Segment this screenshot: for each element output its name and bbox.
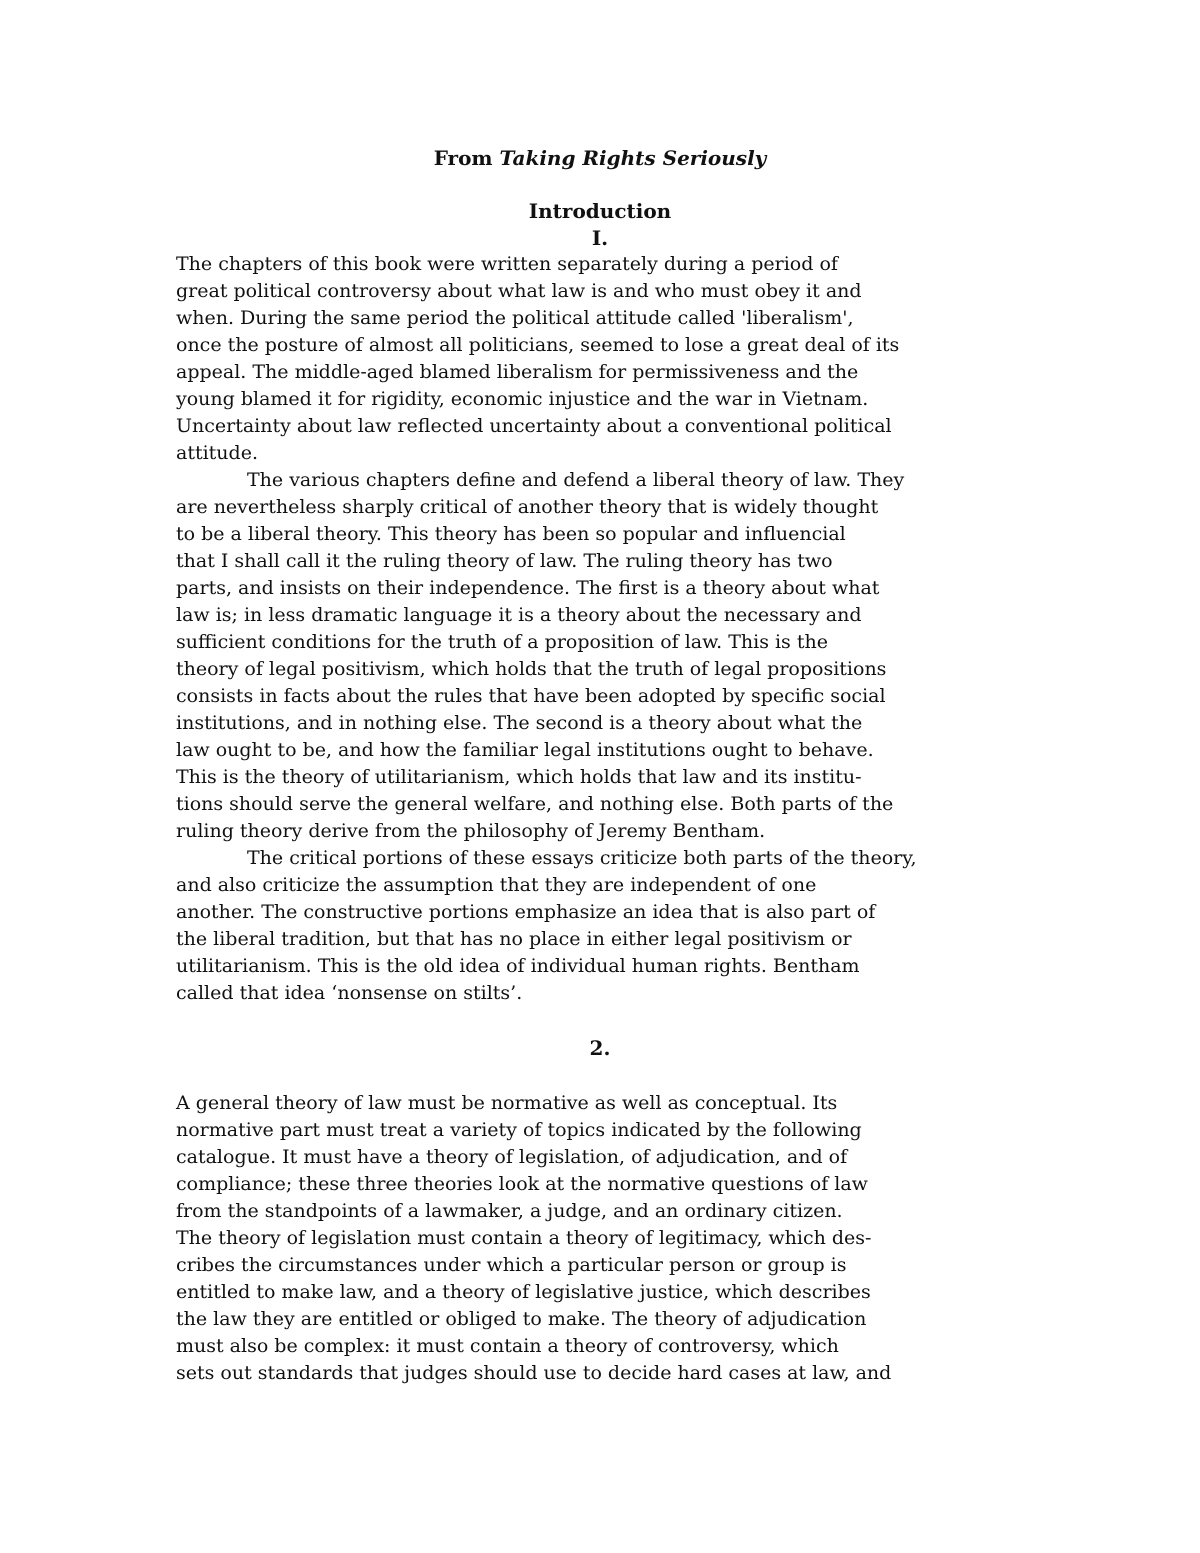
- text-line: catalogue. It must have a theory of legislation, of adjudication, and of: [176, 1146, 848, 1168]
- text-line: compliance; these three theories look at the normative questions of law: [176, 1173, 868, 1195]
- text-line: The various chapters define and defend a liberal theory of law. They: [247, 469, 905, 491]
- text-line: tions should serve the general welfare, and nothing else. Both parts of the: [176, 793, 894, 815]
- text-line: The chapters of this book were written separately during a period of: [176, 253, 838, 275]
- text-line: the liberal tradition, but that has no place in either legal positivism or: [176, 928, 852, 950]
- section-1-label: I.: [591, 226, 609, 250]
- text-line: law is; in less dramatic language it is a theory about the necessary and: [176, 604, 862, 626]
- text-line: entitled to make law, and a theory of legislative justice, which describes: [176, 1281, 871, 1303]
- text-line: when. During the same period the political attitude called 'liberalism',: [176, 307, 854, 329]
- text-line: attitude.: [176, 442, 258, 464]
- text-line: are nevertheless sharply critical of another theory that is widely thought: [176, 496, 879, 518]
- text-line: called that idea ‘nonsense on stilts’.: [176, 982, 523, 1004]
- title-prefix: From: [433, 146, 493, 170]
- text-line: ruling theory derive from the philosophy of Jeremy Bentham.: [176, 820, 766, 842]
- text-line: parts, and insists on their independence. The first is a theory about what: [176, 577, 880, 599]
- introduction-heading: Introduction: [528, 199, 672, 223]
- text-line: that I shall call it the ruling theory of law. The ruling theory has two: [176, 550, 833, 572]
- text-line: A general theory of law must be normative as well as conceptual. Its: [176, 1092, 838, 1114]
- text-line: utilitarianism. This is the old idea of individual human rights. Bentham: [176, 955, 860, 977]
- text-line: from the standpoints of a lawmaker, a judge, and an ordinary citizen.: [176, 1200, 843, 1222]
- text-line: This is the theory of utilitarianism, which holds that law and its institu-: [176, 766, 862, 788]
- text-line: another. The constructive portions emphasize an idea that is also part of: [176, 901, 876, 923]
- book-title: Taking Rights Seriously: [499, 146, 767, 170]
- text-line: normative part must treat a variety of topics indicated by the following: [176, 1119, 862, 1141]
- text-line: institutions, and in nothing else. The second is a theory about what the: [176, 712, 863, 734]
- document-title: [0, 145, 1200, 171]
- text-line: theory of legal positivism, which holds that the truth of legal propositions: [176, 658, 887, 680]
- text-line: must also be complex: it must contain a theory of controversy, which: [176, 1335, 839, 1357]
- section-2-label: 2.: [589, 1036, 611, 1060]
- text-line: once the posture of almost all politicians, seemed to lose a great deal of its: [176, 334, 900, 356]
- text-line: appeal. The middle-aged blamed liberalism for permissiveness and the: [176, 361, 859, 383]
- text-line: the law they are entitled or obliged to make. The theory of adjudication: [176, 1308, 867, 1330]
- text-line: great political controversy about what law is and who must obey it and: [176, 280, 862, 302]
- section-2-body: [176, 1090, 936, 1387]
- text-line: and also criticize the assumption that they are independent of one: [176, 874, 817, 896]
- text-line: The critical portions of these essays criticize both parts of the theory,: [247, 847, 917, 869]
- text-line: to be a liberal theory. This theory has been so popular and influencial: [176, 523, 846, 545]
- text-line: law ought to be, and how the familiar legal institutions ought to behave.: [176, 739, 874, 761]
- text-line: sufficient conditions for the truth of a proposition of law. This is the: [176, 631, 828, 653]
- text-line: Uncertainty about law reflected uncertainty about a conventional political: [176, 415, 892, 437]
- text-line: young blamed it for rigidity, economic injustice and the war in Vietnam.: [176, 388, 869, 410]
- section-1-body: [176, 251, 936, 1007]
- text-line: cribes the circumstances under which a particular person or group is: [176, 1254, 847, 1276]
- text-line: The theory of legislation must contain a theory of legitimacy, which des-: [176, 1227, 872, 1249]
- text-line: sets out standards that judges should use to decide hard cases at law, and: [176, 1362, 892, 1384]
- text-line: consists in facts about the rules that have been adopted by specific social: [176, 685, 886, 707]
